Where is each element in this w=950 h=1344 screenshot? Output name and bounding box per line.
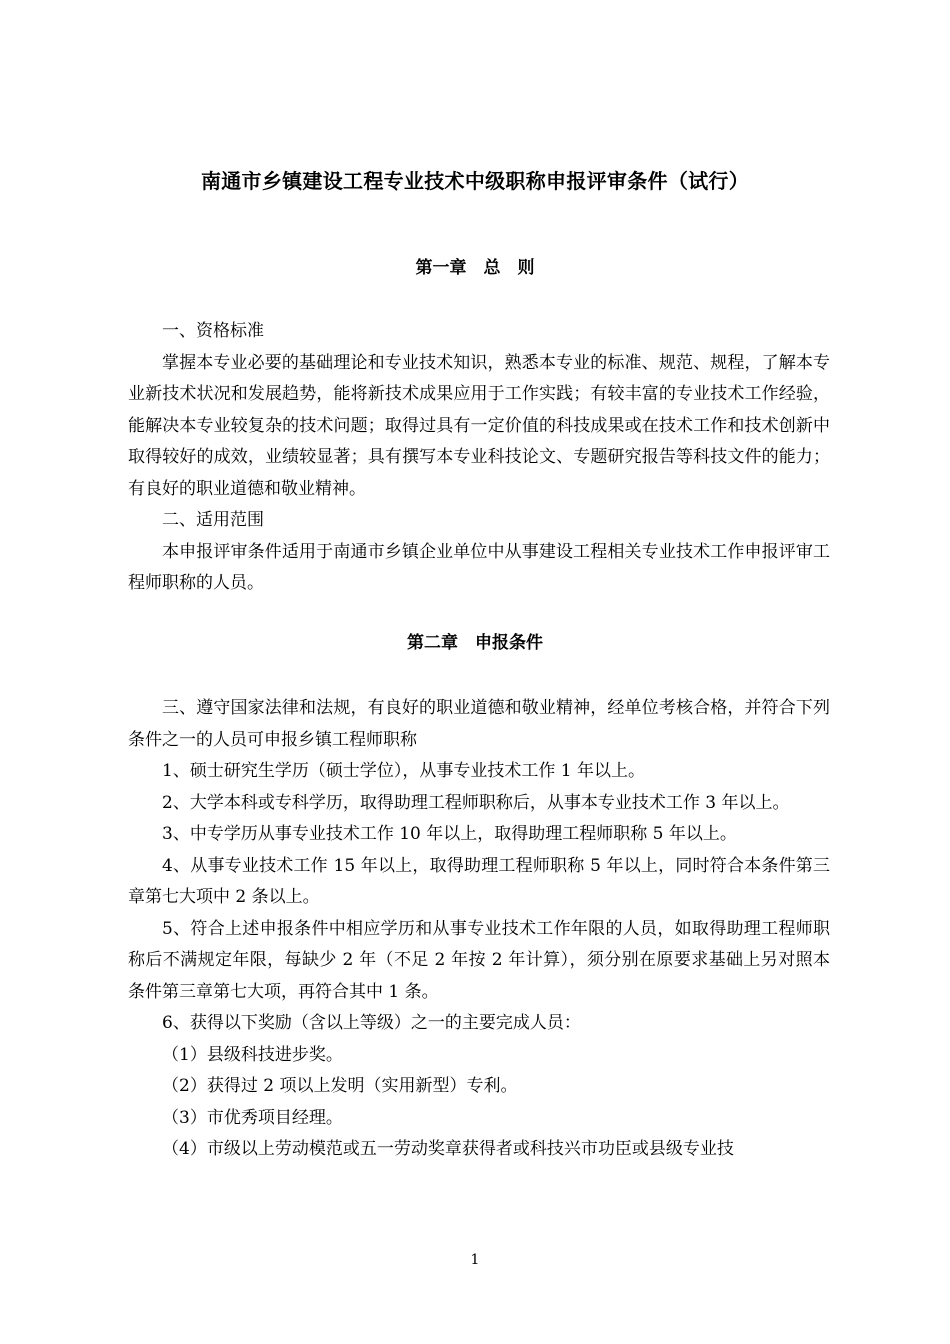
document-title: 南通市乡镇建设工程专业技术中级职称申报评审条件（试行） — [200, 169, 750, 193]
list-item: 2、大学本科或专科学历，取得助理工程师职称后，从事本专业技术工作 3 年以上。 — [162, 792, 790, 813]
sub-list-item: （1）县级科技进步奖。 — [162, 1044, 343, 1065]
list-item: 4、从事专业技术工作 15 年以上，取得助理工程师职称 5 年以上，同时符合本条件第三章第七大项中 2 条以上。 — [128, 855, 830, 907]
section-heading: 二、适用范围 — [162, 510, 264, 530]
chapter-2-body — [128, 693, 830, 1166]
list-item: 6、获得以下奖励（含以上等级）之一的主要完成人员： — [162, 1013, 581, 1033]
list-item: 3、中专学历从事专业技术工作 10 年以上，取得助理工程师职称 5 年以上。 — [162, 824, 737, 844]
sub-list-item: （4）市级以上劳动模范或五一劳动奖章获得者或科技兴市功臣或县级专业技 — [162, 1139, 734, 1159]
chapter-1-heading: 第一章 总 则 — [415, 258, 535, 278]
sub-list-item: （3）市优秀项目经理。 — [162, 1107, 343, 1128]
paragraph: 三、遵守国家法律和法规，有良好的职业道德和敬业精神，经单位考核合格，并符合下列条件之一的人员可申报乡镇工程师职称 — [128, 698, 830, 750]
page-number: 1 — [470, 1252, 480, 1268]
sub-list-item: （2）获得过 2 项以上发明（实用新型）专利。 — [162, 1076, 518, 1096]
chapter-2-heading: 第二章 申报条件 — [407, 633, 543, 653]
paragraph: 本申报评审条件适用于南通市乡镇企业单位中从事建设工程相关专业技术工作申报评审工程师职称的人员。 — [128, 541, 830, 593]
list-item: 5、符合上述申报条件中相应学历和从事专业技术工作年限的人员，如取得助理工程师职称后不满规定年限，每缺少 2 年（不足 2 年按 2 年计算），须分别在原要求基础上另对照本条件第三章第七大项，再符合其中 1 条。 — [128, 918, 830, 1002]
section-heading: 一、资格标准 — [162, 321, 264, 341]
paragraph: 掌握本专业必要的基础理论和专业技术知识，熟悉本专业的标准、规范、规程，了解本专业新技术状况和发展趋势，能将新技术成果应用于工作实践；有较丰富的专业技术工作经验，能解决本专业较复杂的技术问题；取得过具有一定价值的科技成果或在技术工作和技术创新中取得较好的成效，业绩较显著；具有撰写本专业科技论文、专题研究报告等科技文件的能力；有良好的职业道德和敬业精神。 — [128, 352, 830, 499]
list-item: 1、硕士研究生学历（硕士学位），从事专业技术工作 1 年以上。 — [162, 761, 645, 781]
chapter-1-body — [128, 316, 830, 600]
